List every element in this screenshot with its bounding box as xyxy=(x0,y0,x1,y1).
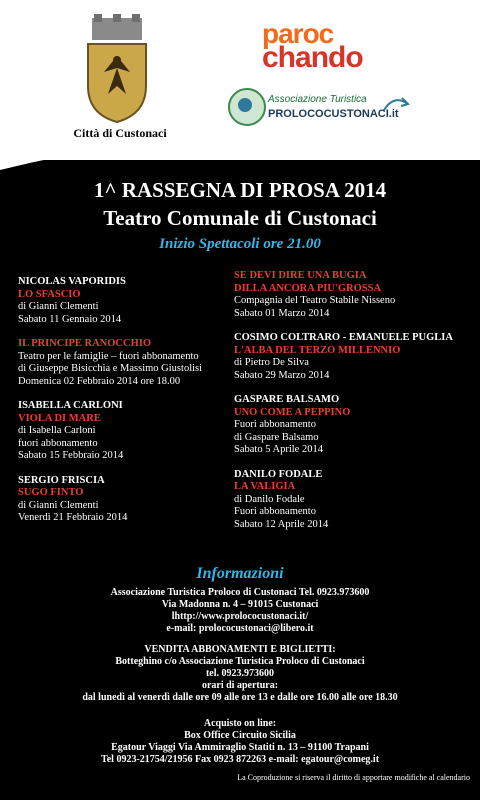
brand-line-2: chando xyxy=(262,41,363,74)
show-performer: DANILO FODALE xyxy=(234,468,323,480)
show-date: Sabato 12 Aprile 2014 xyxy=(234,518,329,530)
show-item xyxy=(234,394,466,457)
show-detail: di Gianni Clementi xyxy=(18,301,99,312)
show-date: Sabato 5 Aprile 2014 xyxy=(234,444,323,455)
show-detail: Compagnia del Teatro Stabile Nisseno xyxy=(234,295,396,306)
tickets-line: orari di apertura: xyxy=(201,680,279,691)
info-heading: Informazioni xyxy=(196,565,284,582)
show-performer: COSIMO COLTRARO - EMANUELE PUGLIA xyxy=(234,332,453,343)
show-item xyxy=(18,276,228,326)
show-title: IL PRINCIPE RANOCCHIO xyxy=(18,338,152,349)
tickets-line: Botteghino c/o Associazione Turistica Proloco di Custonaci xyxy=(115,656,365,667)
show-title: UNO COME A PEPPINO xyxy=(234,406,351,418)
tickets-line: dal lunedì al venerdì dalle ore 09 alle ore 13 e dalle ore 16.00 alle ore 18.30 xyxy=(82,692,398,703)
show-item xyxy=(234,270,466,320)
show-detail: di Isabella Carloni xyxy=(18,425,96,436)
online-line: Acquisto on line: xyxy=(203,718,277,729)
show-title-line-2: DILLA ANCORA PIU'GROSSA xyxy=(234,282,382,294)
show-date: Venerdì 21 Febbraio 2014 xyxy=(18,512,128,523)
online-block xyxy=(0,718,480,766)
show-item xyxy=(18,400,228,463)
poster-title: 1^ RASSEGNA DI PROSA 2014 xyxy=(93,178,387,202)
email-link[interactable]: e-mail: prolococustonaci@libero.it xyxy=(166,623,314,634)
show-detail: Fuori abbonamento xyxy=(234,419,316,430)
show-performer: NICOLAS VAPORIDIS xyxy=(18,276,126,287)
show-item xyxy=(18,475,228,525)
contact-line: Associazione Turistica Proloco di Custonaci Tel. 0923.973600 xyxy=(110,587,370,598)
website-link[interactable]: lhttp://www.prolococustonaci.it/ xyxy=(171,611,309,622)
show-detail: di Pietro De Silva xyxy=(234,357,309,368)
contact-block xyxy=(0,587,480,635)
show-date: Sabato 29 Marzo 2014 xyxy=(234,369,330,381)
assoc-site: PROLOCOCUSTONACI.it xyxy=(268,108,399,120)
show-item xyxy=(18,338,228,388)
poster-subtitle: Teatro Comunale di Custonaci xyxy=(103,206,377,230)
show-title: LA VALIGIA xyxy=(234,481,296,492)
show-date: Domenica 02 Febbraio 2014 ore 18.00 xyxy=(18,375,181,387)
show-detail: Teatro per le famiglie – fuori abbonamento xyxy=(18,350,199,362)
show-detail: di Giuseppe Bisicchia e Massimo Giustolisi xyxy=(18,363,203,374)
tickets-block xyxy=(0,644,480,704)
show-title: L'ALBA DEL TERZO MILLENNIO xyxy=(234,344,401,356)
show-detail: Fuori abbonamento xyxy=(234,506,316,517)
tickets-line: tel. 0923.973600 xyxy=(205,668,275,679)
contact-line: Via Madonna n. 4 – 91015 Custonaci xyxy=(161,599,319,610)
show-title: VIOLA DI MARE xyxy=(18,412,101,424)
show-detail: di Gaspare Balsamo xyxy=(234,431,319,443)
show-performer: GASPARE BALSAMO xyxy=(234,394,340,405)
show-detail: di Danilo Fodale xyxy=(234,493,305,505)
show-detail: fuori abbonamento xyxy=(18,437,98,449)
online-line: Tel 0923-21754/21956 Fax 0923 872263 e-mail: egatour@comeg.it xyxy=(100,754,380,765)
proloco-seal-icon xyxy=(228,88,266,126)
online-line: Egatour Viaggi Via Ammiraglio Statiti n. 13 – 91100 Trapani xyxy=(111,742,369,753)
paroc-chando-logo xyxy=(262,18,363,74)
show-performer: ISABELLA CARLONI xyxy=(18,400,123,411)
show-date: Sabato 11 Gennaio 2014 xyxy=(18,313,122,325)
start-time: Inizio Spettacoli ore 21.00 xyxy=(159,236,321,252)
show-date: Sabato 15 Febbraio 2014 xyxy=(18,450,124,461)
show-detail: di Gianni Clementi xyxy=(18,499,99,511)
show-title: LO SFASCIO xyxy=(18,288,81,300)
show-item xyxy=(234,332,466,382)
show-item xyxy=(234,469,466,532)
online-line: Box Office Circuito Sicilia xyxy=(184,730,296,741)
tickets-line: VENDITA ABBONAMENTI E BIGLIETTI: xyxy=(144,644,336,655)
show-title: SE DEVI DIRE UNA BUGIA xyxy=(234,270,367,281)
city-name: Città di Custonaci xyxy=(73,126,167,140)
show-date: Sabato 01 Marzo 2014 xyxy=(234,307,330,319)
assoc-name: Associazione Turistica xyxy=(268,94,367,105)
show-performer: SERGIO FRISCIA xyxy=(18,474,105,486)
right-program xyxy=(234,270,466,543)
swoosh-icon xyxy=(382,92,410,116)
footnote: La Coproduzione si riserva il diritto di apportare modifiche al calendario xyxy=(237,773,470,782)
brand-line-1: paroc xyxy=(262,18,334,49)
coat-of-arms-icon xyxy=(82,14,152,124)
show-title: SUGO FINTO xyxy=(18,487,84,498)
left-program xyxy=(18,276,228,537)
